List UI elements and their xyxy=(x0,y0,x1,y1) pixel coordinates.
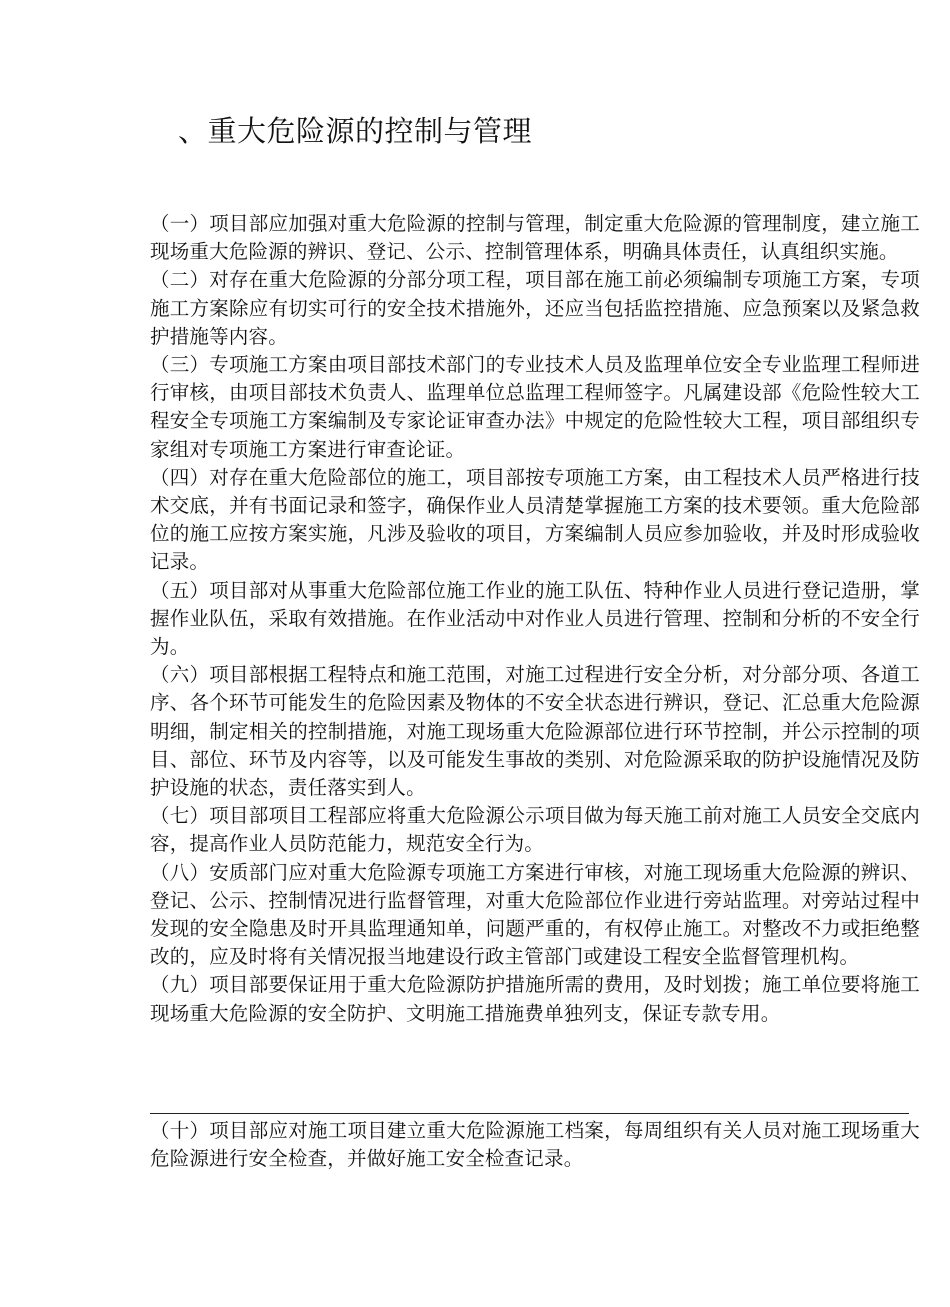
paragraph-3: （三）专项施工方案由项目部技术部门的专业技术人员及监理单位安全专业监理工程师进行审核，由项目部技术负责人、监理单位总监理工程师签字。凡属建设部《危险性较大工程安全专项施工方案编制及专家论证审查办法》中规定的危险性较大工程，项目部组织专家组对专项施工方案进行审查论证。 xyxy=(150,353,920,461)
paragraph-1: （一）项目部应加强对重大危险源的控制与管理，制定重大危险源的管理制度，建立施工现场重大危险源的辨识、登记、公示、控制管理体系，明确具体责任，认真组织实施。 xyxy=(150,212,920,264)
paragraph-6: （六）项目部根据工程特点和施工范围，对施工过程进行安全分析，对分部分项、各道工序、各个环节可能发生的危险因素及物体的不安全状态进行辨识，登记、汇总重大危险源明细，制定相关的控制措施，对施工现场重大危险源部位进行环节控制，并公示控制的项目、部位、环节及内容等，以及可能发生事故的类别、对危险源采取的防护设施情况及防护设施的状态，责任落实到人。 xyxy=(150,663,920,800)
paragraph-9: （九）项目部要保证用于重大危险源防护措施所需的费用，及时划拨；施工单位要将施工现场重大危险源的安全防护、文明施工措施费单独列支，保证专款专用。 xyxy=(150,973,920,1025)
paragraph-10: （十）项目部应对施工项目建立重大危险源施工档案，每周组织有关人员对施工现场重大危险源进行安全检查，并做好施工安全检查记录。 xyxy=(150,1119,920,1171)
paragraph-2: （二）对存在重大危险源的分部分项工程，项目部在施工前必须编制专项施工方案，专项施工方案除应有切实可行的安全技术措施外，还应当包括监控措施、应急预案以及紧急救护措施等内容。 xyxy=(150,268,920,348)
section-divider xyxy=(150,1113,909,1114)
document-footer-block xyxy=(150,1117,920,1173)
paragraph-7: （七）项目部项目工程部应将重大危险源公示项目做为每天施工前对施工人员安全交底内容，提高作业人员防范能力，规范安全行为。 xyxy=(150,804,920,856)
document-body xyxy=(150,210,920,1028)
document-title: 、重大危险源的控制与管理 xyxy=(178,114,533,148)
paragraph-4: （四）对存在重大危险部位的施工，项目部按专项施工方案，由工程技术人员严格进行技术交底，并有书面记录和签字，确保作业人员清楚掌握施工方案的技术要领。重大危险部位的施工应按方案实施，凡涉及验收的项目，方案编制人员应参加验收，并及时形成验收记录。 xyxy=(150,465,920,574)
paragraph-5: （五）项目部对从事重大危险部位施工作业的施工队伍、特种作业人员进行登记造册，掌握作业队伍，采取有效措施。在作业活动中对作业人员进行管理、控制和分析的不安全行为。 xyxy=(150,578,920,659)
paragraph-8: （八）安质部门应对重大危险源专项施工方案进行审核，对施工现场重大危险源的辨识、登记、公示、控制情况进行监督管理，对重大危险部位作业进行旁站监理。对旁站过程中发现的安全隐患及时开具监理通知单，问题严重的，有权停止施工。对整改不力或拒绝整改的，应及时将有关情况报当地建设行政主管部门或建设工程安全监督管理机构。 xyxy=(150,860,920,969)
